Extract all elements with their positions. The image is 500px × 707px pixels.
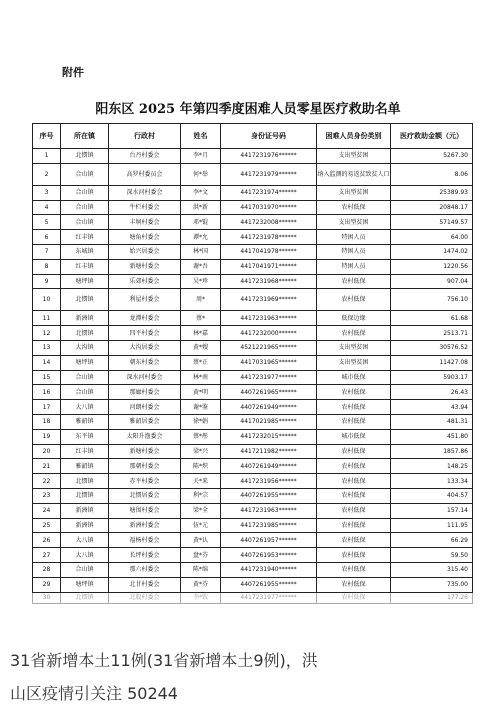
cell-amount: 59.50 xyxy=(391,548,473,563)
caption-text-line1: 31省新增本土11例(31省新增本土9例)，洪 xyxy=(10,651,318,670)
cell-amount: 61.68 xyxy=(391,311,473,326)
cell-id-number: 4407261955****** xyxy=(221,577,317,592)
cell-id-number: 4417231976****** xyxy=(221,149,317,164)
cell-name: 徐*娟 xyxy=(181,414,221,429)
cell-town: 大八镇 xyxy=(61,400,109,415)
cell-name: 洪*新 xyxy=(181,200,221,215)
cell-id-number: 4417232000****** xyxy=(221,326,317,341)
cell-name: 吴*珍 xyxy=(181,274,221,289)
cell-category: 农村低保 xyxy=(317,326,391,341)
cell-id-number: 4407261957****** xyxy=(221,533,317,548)
table-row xyxy=(33,488,473,503)
cell-village: 雅韶居委会 xyxy=(109,414,181,429)
header-cell: 困难人员身份类别 xyxy=(317,124,391,149)
document-title: 阳东区 2025 年第四季度困难人员零星医疗救助名单 xyxy=(95,102,401,117)
table-row xyxy=(33,149,473,164)
cell-id-number: 4417231985****** xyxy=(221,518,317,533)
cell-index: 22 xyxy=(33,474,61,489)
cell-category: 农村低保 xyxy=(317,577,391,592)
cell-town: 雅韶镇 xyxy=(61,459,109,474)
table-row xyxy=(33,577,473,592)
cell-id-number: 4407261949****** xyxy=(221,459,317,474)
cell-village: 深水河村委会 xyxy=(109,185,181,200)
cell-name: 林*南 xyxy=(181,370,221,385)
cell-id-number: 4417231963****** xyxy=(221,503,317,518)
cell-village: 朝东村委会 xyxy=(109,355,181,370)
cell-id-number: 4417231977****** xyxy=(221,592,317,603)
cell-category: 城市低保 xyxy=(317,429,391,444)
cell-name: 陈*绵 xyxy=(181,562,221,577)
cell-village: 赤平村委会 xyxy=(109,474,181,489)
cell-amount: 907.04 xyxy=(391,274,473,289)
cell-town: 塘坪镇 xyxy=(61,274,109,289)
table-row xyxy=(33,355,473,370)
cell-town: 东城镇 xyxy=(61,244,109,259)
cell-town: 红丰镇 xyxy=(61,259,109,274)
cell-amount: 177.26 xyxy=(391,592,473,603)
cell-id-number: 4417231968****** xyxy=(221,274,317,289)
table-row xyxy=(33,274,473,289)
cell-name: 梁*全 xyxy=(181,503,221,518)
cell-amount: 756.10 xyxy=(391,289,473,311)
cell-id-number: 4417231979****** xyxy=(221,163,317,185)
cell-town: 合山镇 xyxy=(61,185,109,200)
table-row xyxy=(33,474,473,489)
header-cell: 行政村 xyxy=(109,124,181,149)
cell-index: 15 xyxy=(33,370,61,385)
cell-category: 低保边缘 xyxy=(317,311,391,326)
cell-id-number: 4521221965****** xyxy=(221,340,317,355)
cell-index: 7 xyxy=(33,244,61,259)
cell-amount: 30576.52 xyxy=(391,340,473,355)
header-cell: 医疗救助金额（元） xyxy=(391,124,473,149)
cell-village: 新塘村委会 xyxy=(109,259,181,274)
cell-amount: 1220.56 xyxy=(391,259,473,274)
cell-name: 黄*芬 xyxy=(181,577,221,592)
attachment-label: 附件 xyxy=(62,66,84,79)
cell-id-number: 4417231977****** xyxy=(221,370,317,385)
cell-index: 16 xyxy=(33,385,61,400)
cell-amount: 404.57 xyxy=(391,488,473,503)
cell-category: 支出型贫困 xyxy=(317,215,391,230)
cell-index: 19 xyxy=(33,429,61,444)
cell-name: 蔡*彤 xyxy=(181,429,221,444)
relief-list-table xyxy=(32,123,473,604)
cell-category: 特困人员 xyxy=(317,259,391,274)
table-header-row xyxy=(33,124,473,149)
cell-index: 14 xyxy=(33,355,61,370)
cell-id-number: 4417041971****** xyxy=(221,259,317,274)
cell-name: 关*来 xyxy=(181,474,221,489)
cell-category: 农村低保 xyxy=(317,474,391,489)
cell-id-number: 4407261949****** xyxy=(221,400,317,415)
cell-village: 塘围村委会 xyxy=(109,503,181,518)
cell-name: 谭*允 xyxy=(181,230,221,245)
cell-village: 龙潭村委会 xyxy=(109,311,181,326)
cell-amount: 20848.17 xyxy=(391,200,473,215)
cell-amount: 66.29 xyxy=(391,533,473,548)
cell-index: 6 xyxy=(33,230,61,245)
cell-category: 农村低保 xyxy=(317,488,391,503)
cell-id-number: 4407261965****** xyxy=(221,385,317,400)
cell-amount: 1474.02 xyxy=(391,244,473,259)
cell-amount: 64.00 xyxy=(391,230,473,245)
cell-category: 农村低保 xyxy=(317,400,391,415)
cell-index: 13 xyxy=(33,340,61,355)
cell-category: 农村低保 xyxy=(317,548,391,563)
cell-id-number: 4407261955****** xyxy=(221,488,317,503)
table-row xyxy=(33,311,473,326)
cell-town: 合山镇 xyxy=(61,385,109,400)
cell-category: 特困人员 xyxy=(317,230,391,245)
cell-id-number: 4417232008****** xyxy=(221,215,317,230)
cell-amount: 5903.17 xyxy=(391,370,473,385)
cell-village: 北甘村委会 xyxy=(109,577,181,592)
cell-category: 农村低保 xyxy=(317,385,391,400)
cell-village: 丰垌村委会 xyxy=(109,215,181,230)
header-cell: 所在镇 xyxy=(61,124,109,149)
table-row xyxy=(33,340,473,355)
cell-category: 农村低保 xyxy=(317,503,391,518)
cell-index: 26 xyxy=(33,533,61,548)
cell-category: 纳入监测的易返贫致贫人口 xyxy=(317,163,391,185)
cell-name: 邓*锟 xyxy=(181,215,221,230)
cell-category: 特困人员 xyxy=(317,244,391,259)
cell-name: 黄*明 xyxy=(181,385,221,400)
cell-town: 新洲镇 xyxy=(61,518,109,533)
cell-amount: 451.80 xyxy=(391,429,473,444)
cell-village: 牛栏村委会 xyxy=(109,200,181,215)
cell-town: 合山镇 xyxy=(61,200,109,215)
cell-index: 8 xyxy=(33,259,61,274)
cell-town: 红丰镇 xyxy=(61,230,109,245)
cell-town: 塘坪镇 xyxy=(61,355,109,370)
cell-town: 北惯镇 xyxy=(61,326,109,341)
cell-category: 农村低保 xyxy=(317,459,391,474)
header-cell: 序号 xyxy=(33,124,61,149)
cell-index: 3 xyxy=(33,185,61,200)
table-row xyxy=(33,385,473,400)
cell-category: 支出型贫困 xyxy=(317,355,391,370)
cell-town: 北惯镇 xyxy=(61,592,109,603)
cell-name: 周* xyxy=(181,289,221,311)
table-row xyxy=(33,429,473,444)
cell-id-number: 4417021985****** xyxy=(221,414,317,429)
cell-index: 12 xyxy=(33,326,61,341)
cell-amount: 5267.30 xyxy=(391,149,473,164)
cell-amount: 25389.93 xyxy=(391,185,473,200)
table-row xyxy=(33,548,473,563)
cell-village: 福杨村委会 xyxy=(109,533,181,548)
cell-id-number: 4417231974****** xyxy=(221,185,317,200)
cell-village: 那六村委会 xyxy=(109,562,181,577)
cell-name: 谢*吾 xyxy=(181,259,221,274)
cell-village: 塘角村委会 xyxy=(109,230,181,245)
cell-village: 北惯居委会 xyxy=(109,488,181,503)
cell-index: 18 xyxy=(33,414,61,429)
cell-index: 25 xyxy=(33,518,61,533)
cell-town: 新洲镇 xyxy=(61,311,109,326)
table-row xyxy=(33,592,473,603)
cell-name: 谢*鉴 xyxy=(181,400,221,415)
cell-name: 何*举 xyxy=(181,163,221,185)
cell-category: 支出型贫困 xyxy=(317,149,391,164)
cell-town: 雅韶镇 xyxy=(61,414,109,429)
cell-category: 支出型贫困 xyxy=(317,340,391,355)
table-body xyxy=(33,149,473,604)
cell-village: 四平村委会 xyxy=(109,326,181,341)
cell-village: 太阳升渔委会 xyxy=(109,429,181,444)
cell-town: 大沟镇 xyxy=(61,340,109,355)
table-row xyxy=(33,459,473,474)
cell-town: 合山镇 xyxy=(61,562,109,577)
cell-index: 17 xyxy=(33,400,61,415)
cell-amount: 133.34 xyxy=(391,474,473,489)
cell-category: 农村低保 xyxy=(317,533,391,548)
cell-village: 利屋村委会 xyxy=(109,289,181,311)
cell-amount: 735.00 xyxy=(391,577,473,592)
cell-category: 农村低保 xyxy=(317,414,391,429)
table-row xyxy=(33,230,473,245)
cell-name: 黄*认 xyxy=(181,533,221,548)
cell-village: 始兴居委会 xyxy=(109,244,181,259)
cell-index: 29 xyxy=(33,577,61,592)
cell-name: 林*嘉 xyxy=(181,326,221,341)
cell-village: 乐郊村委会 xyxy=(109,274,181,289)
cell-category: 农村低保 xyxy=(317,592,391,603)
cell-name: 陈*炽 xyxy=(181,459,221,474)
cell-index: 4 xyxy=(33,200,61,215)
cell-index: 9 xyxy=(33,274,61,289)
table-row xyxy=(33,244,473,259)
cell-name: 李*月 xyxy=(181,149,221,164)
cell-town: 大八镇 xyxy=(61,533,109,548)
cell-village: 新洲村委会 xyxy=(109,518,181,533)
cell-category: 农村低保 xyxy=(317,289,391,311)
cell-town: 大八镇 xyxy=(61,548,109,563)
cell-id-number: 4417231963****** xyxy=(221,311,317,326)
cell-village: 大沟居委会 xyxy=(109,340,181,355)
cell-name: 李*钦 xyxy=(181,592,221,603)
cell-amount: 481.31 xyxy=(391,414,473,429)
cell-id-number: 4417231940****** xyxy=(221,562,317,577)
cell-amount: 43.94 xyxy=(391,400,473,415)
cell-amount: 8.06 xyxy=(391,163,473,185)
cell-name: 梁*兴 xyxy=(181,444,221,459)
table-row xyxy=(33,370,473,385)
cell-town: 北惯镇 xyxy=(61,474,109,489)
cell-id-number: 4407261953****** xyxy=(221,548,317,563)
cell-town: 合山镇 xyxy=(61,215,109,230)
cell-category: 城市低保 xyxy=(317,370,391,385)
cell-amount: 157.14 xyxy=(391,503,473,518)
cell-town: 合山镇 xyxy=(61,163,109,185)
cell-category: 农村低保 xyxy=(317,562,391,577)
table-row xyxy=(33,518,473,533)
cell-name: 蔡*正 xyxy=(181,355,221,370)
cell-id-number: 4417211982****** xyxy=(221,444,317,459)
header-cell: 身份证号码 xyxy=(221,124,317,149)
cell-village: 那朝村委会 xyxy=(109,459,181,474)
cell-category: 农村低保 xyxy=(317,200,391,215)
cell-index: 20 xyxy=(33,444,61,459)
cell-name: 林*国 xyxy=(181,244,221,259)
cell-index: 30 xyxy=(33,592,61,603)
cell-category: 支出型贫困 xyxy=(317,185,391,200)
cell-name: 盘*芬 xyxy=(181,548,221,563)
cell-index: 28 xyxy=(33,562,61,577)
table-row xyxy=(33,400,473,415)
cell-name: 利*宗 xyxy=(181,488,221,503)
cell-amount: 148.25 xyxy=(391,459,473,474)
cell-amount: 1857.86 xyxy=(391,444,473,459)
table-row xyxy=(33,414,473,429)
cell-id-number: 4417231978****** xyxy=(221,230,317,245)
table-row xyxy=(33,562,473,577)
cell-category: 农村低保 xyxy=(317,444,391,459)
cell-village: 台丹村委会 xyxy=(109,149,181,164)
cell-index: 24 xyxy=(33,503,61,518)
cell-id-number: 4417041978****** xyxy=(221,244,317,259)
table-row xyxy=(33,185,473,200)
header-cell: 姓名 xyxy=(181,124,221,149)
cell-amount: 57149.57 xyxy=(391,215,473,230)
cell-amount: 2513.71 xyxy=(391,326,473,341)
table-row xyxy=(33,533,473,548)
table-row xyxy=(33,259,473,274)
cell-id-number: 4417231956****** xyxy=(221,474,317,489)
table-row xyxy=(33,503,473,518)
cell-index: 5 xyxy=(33,215,61,230)
cell-town: 红丰镇 xyxy=(61,444,109,459)
table-row xyxy=(33,200,473,215)
cell-village: 长坪村委会 xyxy=(109,548,181,563)
caption-text-line2: 山区疫情引关注 50244 xyxy=(10,684,178,703)
cell-index: 27 xyxy=(33,548,61,563)
cell-town: 北惯镇 xyxy=(61,289,109,311)
cell-index: 21 xyxy=(33,459,61,474)
cell-id-number: 4417232015****** xyxy=(221,429,317,444)
cell-id-number: 4417031970****** xyxy=(221,200,317,215)
cell-index: 1 xyxy=(33,149,61,164)
table-row xyxy=(33,289,473,311)
cell-town: 塘坪镇 xyxy=(61,577,109,592)
cell-town: 北惯镇 xyxy=(61,149,109,164)
cell-amount: 11427.08 xyxy=(391,355,473,370)
cell-village: 河朗村委会 xyxy=(109,400,181,415)
cell-name: 李*文 xyxy=(181,185,221,200)
cell-category: 农村低保 xyxy=(317,518,391,533)
cell-town: 合山镇 xyxy=(61,370,109,385)
cell-amount: 26.43 xyxy=(391,385,473,400)
cell-village: 深水河村委会 xyxy=(109,370,181,385)
cell-village: 高罗村委员会 xyxy=(109,163,181,185)
cell-town: 东平镇 xyxy=(61,429,109,444)
table-row xyxy=(33,444,473,459)
cell-name: 蔡* xyxy=(181,311,221,326)
cell-name: 黄*嫂 xyxy=(181,340,221,355)
cell-index: 11 xyxy=(33,311,61,326)
table-row xyxy=(33,215,473,230)
cell-amount: 315.40 xyxy=(391,562,473,577)
cell-id-number: 4417231969****** xyxy=(221,289,317,311)
cell-index: 10 xyxy=(33,289,61,311)
table-row xyxy=(33,326,473,341)
cell-category: 农村低保 xyxy=(317,274,391,289)
cell-id-number: 4417031965****** xyxy=(221,355,317,370)
cell-index: 23 xyxy=(33,488,61,503)
cell-index: 2 xyxy=(33,163,61,185)
cell-town: 北惯镇 xyxy=(61,488,109,503)
cell-village: 新塘村委会 xyxy=(109,444,181,459)
cell-name: 伍*元 xyxy=(181,518,221,533)
cell-town: 新洲镇 xyxy=(61,503,109,518)
table-row xyxy=(33,163,473,185)
cell-amount: 111.95 xyxy=(391,518,473,533)
cell-village: 那廊村委会 xyxy=(109,385,181,400)
cell-village: 北股村委会 xyxy=(109,592,181,603)
